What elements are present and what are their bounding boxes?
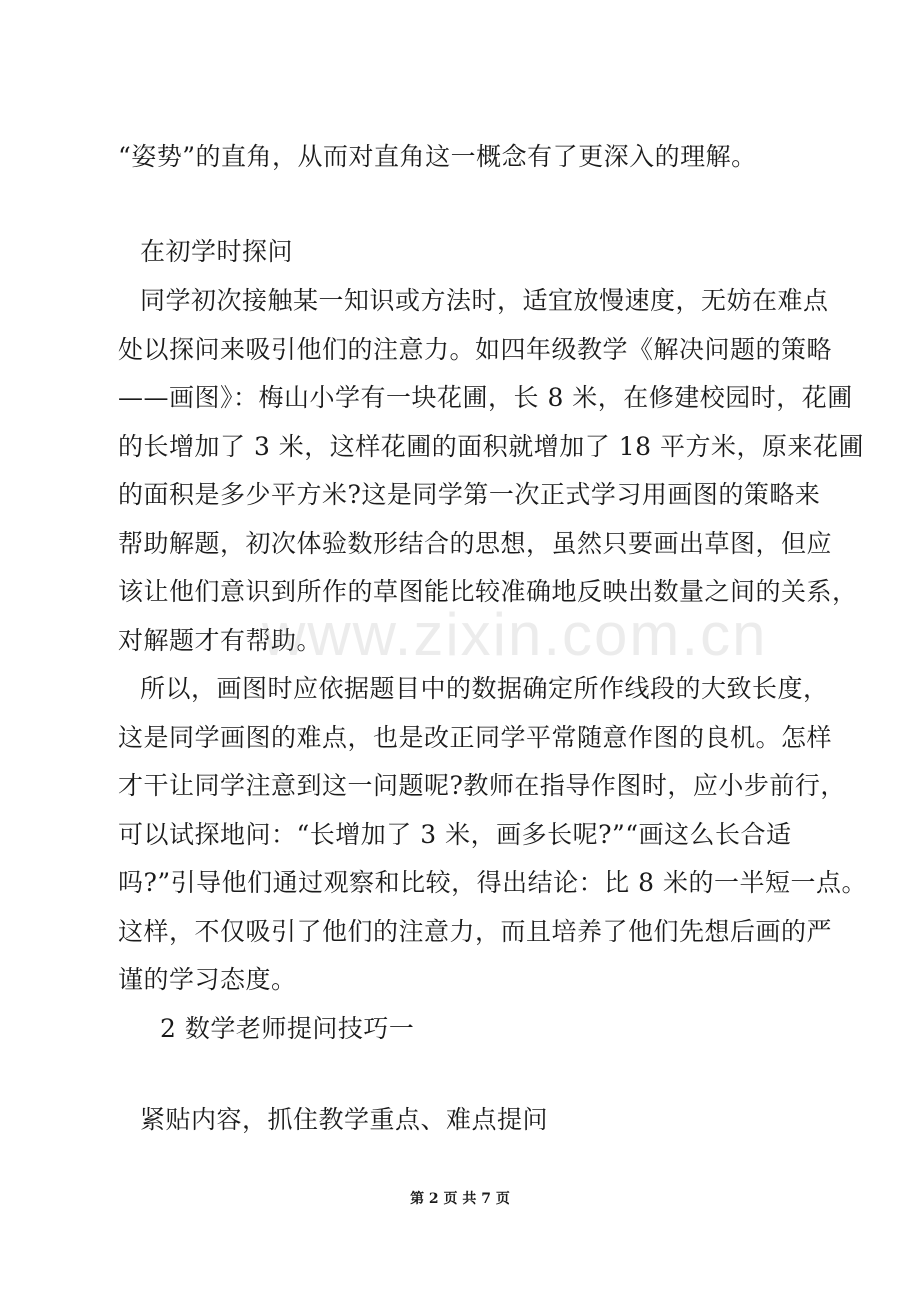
text-line: 的面积是多少平方米?这是同学第一次正式学习用画图的策略来 <box>118 480 821 509</box>
text-line: 才干让同学注意到这一问题呢?教师在指导作图时，应小步前行， <box>118 771 846 800</box>
text-line: “姿势”的直角，从而对直角这一概念有了更深入的理解。 <box>118 142 757 171</box>
section-heading: 紧贴内容，抓住教学重点、难点提问 <box>140 1105 549 1134</box>
text-line: ——画图》：梅山小学有一块花圃，长 8 米，在修建校园时，花圃 <box>118 383 853 412</box>
section-heading: 在初学时探问 <box>140 237 294 266</box>
text-line: 的长增加了 3 米，这样花圃的面积就增加了 18 平方米，原来花圃 <box>118 432 865 461</box>
text-line: 谨的学习态度。 <box>118 965 297 994</box>
text-line: 处以探问来吸引他们的注意力。如四年级教学《解决问题的策略 <box>118 335 833 364</box>
text-line: 可以试探地问：“长增加了 3 米，画多长呢?”“画这么长合适 <box>118 820 792 849</box>
section-heading: 2 数学老师提问技巧一 <box>160 1014 415 1043</box>
text-line: 这是同学画图的难点，也是改正同学平常随意作图的良机。怎样 <box>118 723 833 752</box>
text-line: 这样，不仅吸引了他们的注意力，而且培养了他们先想后画的严 <box>118 917 833 946</box>
text-line: 帮助解题，初次体验数形结合的思想，虽然只要画出草图，但应 <box>118 529 833 558</box>
watermark: www.zixin.com.cn <box>262 601 768 668</box>
text-line: 该让他们意识到所作的草图能比较准确地反映出数量之间的关系， <box>118 577 858 606</box>
page-footer: 第 2 页 共 7 页 <box>410 1191 510 1207</box>
text-line: 吗?”引导他们通过观察和比较，得出结论：比 8 米的一半短一点。 <box>118 868 867 897</box>
text-line: 对解题才有帮助。 <box>118 626 323 655</box>
text-line: 所以，画图时应依据题目中的数据确定所作线段的大致长度， <box>140 674 829 703</box>
text-line: 同学初次接触某一知识或方法时，适宜放慢速度，无妨在难点 <box>140 286 829 315</box>
